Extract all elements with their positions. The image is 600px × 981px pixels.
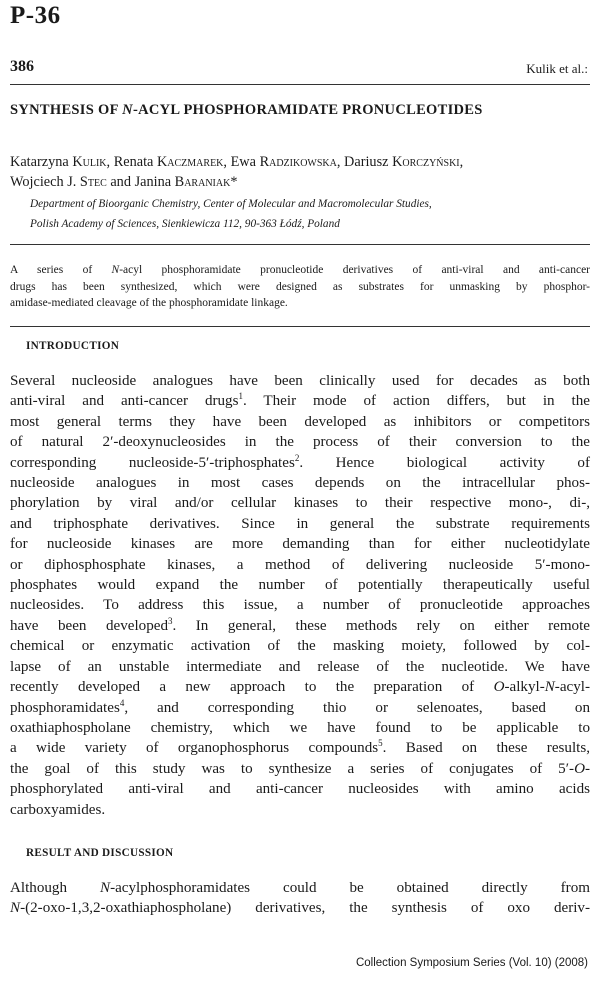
author-6-family: Baraniak <box>174 174 231 190</box>
results-body <box>10 878 590 919</box>
author-4-given: Dariusz <box>344 154 393 170</box>
footer-series: Collection Symposium Series (Vol. 10) (2008) <box>355 957 588 969</box>
author-3-given: Ewa <box>230 154 260 170</box>
author-1-family: Kulik <box>72 154 107 170</box>
author-2-family: Kaczmarek <box>156 154 224 170</box>
author-and: and <box>106 174 135 190</box>
body-line: nucleoside analogues in most cases depends on the intracellular phos- <box>10 475 590 492</box>
body-line: have been developed$^3$. In general, these methods rely on either remote <box>10 615 590 634</box>
body-line: phorylation by viral and/or cellular kinases to their respective mono-, di-, <box>10 495 590 512</box>
citation-ref: 2 <box>294 452 300 463</box>
citation-ref: 3 <box>168 615 173 626</box>
body-line: phosphorylated anti-viral and anti-cancer nucleosides with amino acids <box>10 781 590 798</box>
body-line: lapse of an unstable intermediate and release of the nucleotide. We have <box>10 658 590 675</box>
abstract-rule-top <box>10 244 590 245</box>
body-line: nucleosides. To address this issue, a number of pronucleotide approaches <box>10 597 590 614</box>
body-line: phosphates would expand the number of potentially therapeutically useful <box>10 577 590 594</box>
title-part-1: SYNTHESIS OF <box>10 102 123 118</box>
abstract-line: amidase-mediated cleavage of the phosphoramidate linkage. <box>10 297 288 309</box>
body-line: for nucleoside kinases are more demanding than for either nucleotidylate <box>10 536 590 553</box>
citation-ref: 4 <box>119 697 125 708</box>
citation-ref: 5 <box>378 738 383 749</box>
title-part-3: -ACYL PHOSPHORAMIDATE PRONUCLEOTIDES <box>132 102 483 118</box>
author-6-given: Janina <box>134 174 175 190</box>
author-3-family: Radzikowska <box>259 154 337 170</box>
introduction-body <box>10 371 590 820</box>
affiliation-line: Polish Academy of Sciences, Sienkiewicza 112, 90-363 Łódź, Poland <box>30 218 340 230</box>
running-head: Kulik et al.: <box>526 61 588 76</box>
body-line: corresponding nucleoside-5′-triphosphates$^2$. Hence biological activity of <box>10 452 590 471</box>
body-line: most general terms they have been developed as inhibitors or competitors <box>10 413 590 430</box>
abstract-rule-bottom <box>10 326 590 327</box>
author-separator: , <box>223 154 231 170</box>
body-line: N-(2-oxo-1,3,2-oxathiaphospholane) derivatives, the synthesis of oxo deriv- <box>10 900 590 917</box>
body-line: and triphosphate derivatives. Since in general the substrate requirements <box>10 515 590 532</box>
introduction-heading: INTRODUCTION <box>26 340 120 352</box>
results-heading: RESULT AND DISCUSSION <box>26 847 174 859</box>
abstract <box>10 262 590 312</box>
author-separator: , <box>106 154 114 170</box>
body-line: Although N-acylphosphoramidates could be obtained directly from <box>10 880 591 896</box>
author-2-given: Renata <box>113 154 157 170</box>
body-line: chemical or enzymatic activation of the masking moiety, followed by col- <box>10 638 590 655</box>
poster-code: P-36 <box>10 2 61 29</box>
body-line: phosphoramidates$^4$, and corresponding thio or selenoates, based on <box>10 697 590 716</box>
header-rule <box>10 84 590 85</box>
body-line: of natural 2′-deoxynucleosides in the process of their conversion to the <box>10 434 590 451</box>
body-line: anti-viral and anti-cancer drugs$^1$. Their mode of action differs, but in the <box>10 391 590 410</box>
page-number: 386 <box>10 58 34 75</box>
article-title <box>10 102 483 119</box>
body-line: the goal of this study was to synthesize a series of conjugates of 5′-O- <box>10 760 590 777</box>
author-4-family: Korczyński <box>392 154 460 170</box>
citation-ref: 1 <box>238 391 243 402</box>
author-list <box>10 152 590 192</box>
author-separator: , <box>459 154 464 170</box>
body-line: carboxyamides. <box>10 801 106 818</box>
author-1-given: Katarzyna <box>10 154 73 170</box>
body-line: oxathiaphospholane chemistry, which we have found to be applicable to <box>10 719 590 736</box>
affiliation-line: Department of Bioorganic Chemistry, Center of Molecular and Macromolecular Studies, <box>30 198 432 210</box>
body-line: recently developed a new approach to the preparation of O-alkyl-N-acyl- <box>10 679 590 696</box>
body-line: Several nucleoside analogues have been clinically used for decades as both <box>10 373 590 389</box>
corresponding-author-mark: * <box>230 174 238 190</box>
author-5-given: Wojciech J. <box>10 174 80 190</box>
abstract-line: A series of N-acyl phosphoramidate pronucleotide derivatives of anti-viral and anti-cancer <box>10 264 590 276</box>
body-line: a wide variety of organophosphorus compounds$^5$. Based on these results, <box>10 738 590 757</box>
author-5-family: Stec <box>79 174 107 190</box>
abstract-line: drugs has been synthesized, which were designed as substrates for unmasking by phosphor- <box>10 280 590 293</box>
title-part-2: N <box>122 102 133 118</box>
author-separator: , <box>336 154 345 170</box>
affiliation <box>30 194 590 234</box>
body-line: or diphosphosphate kinases, a method of delivering nucleoside 5′-mono- <box>10 556 590 573</box>
